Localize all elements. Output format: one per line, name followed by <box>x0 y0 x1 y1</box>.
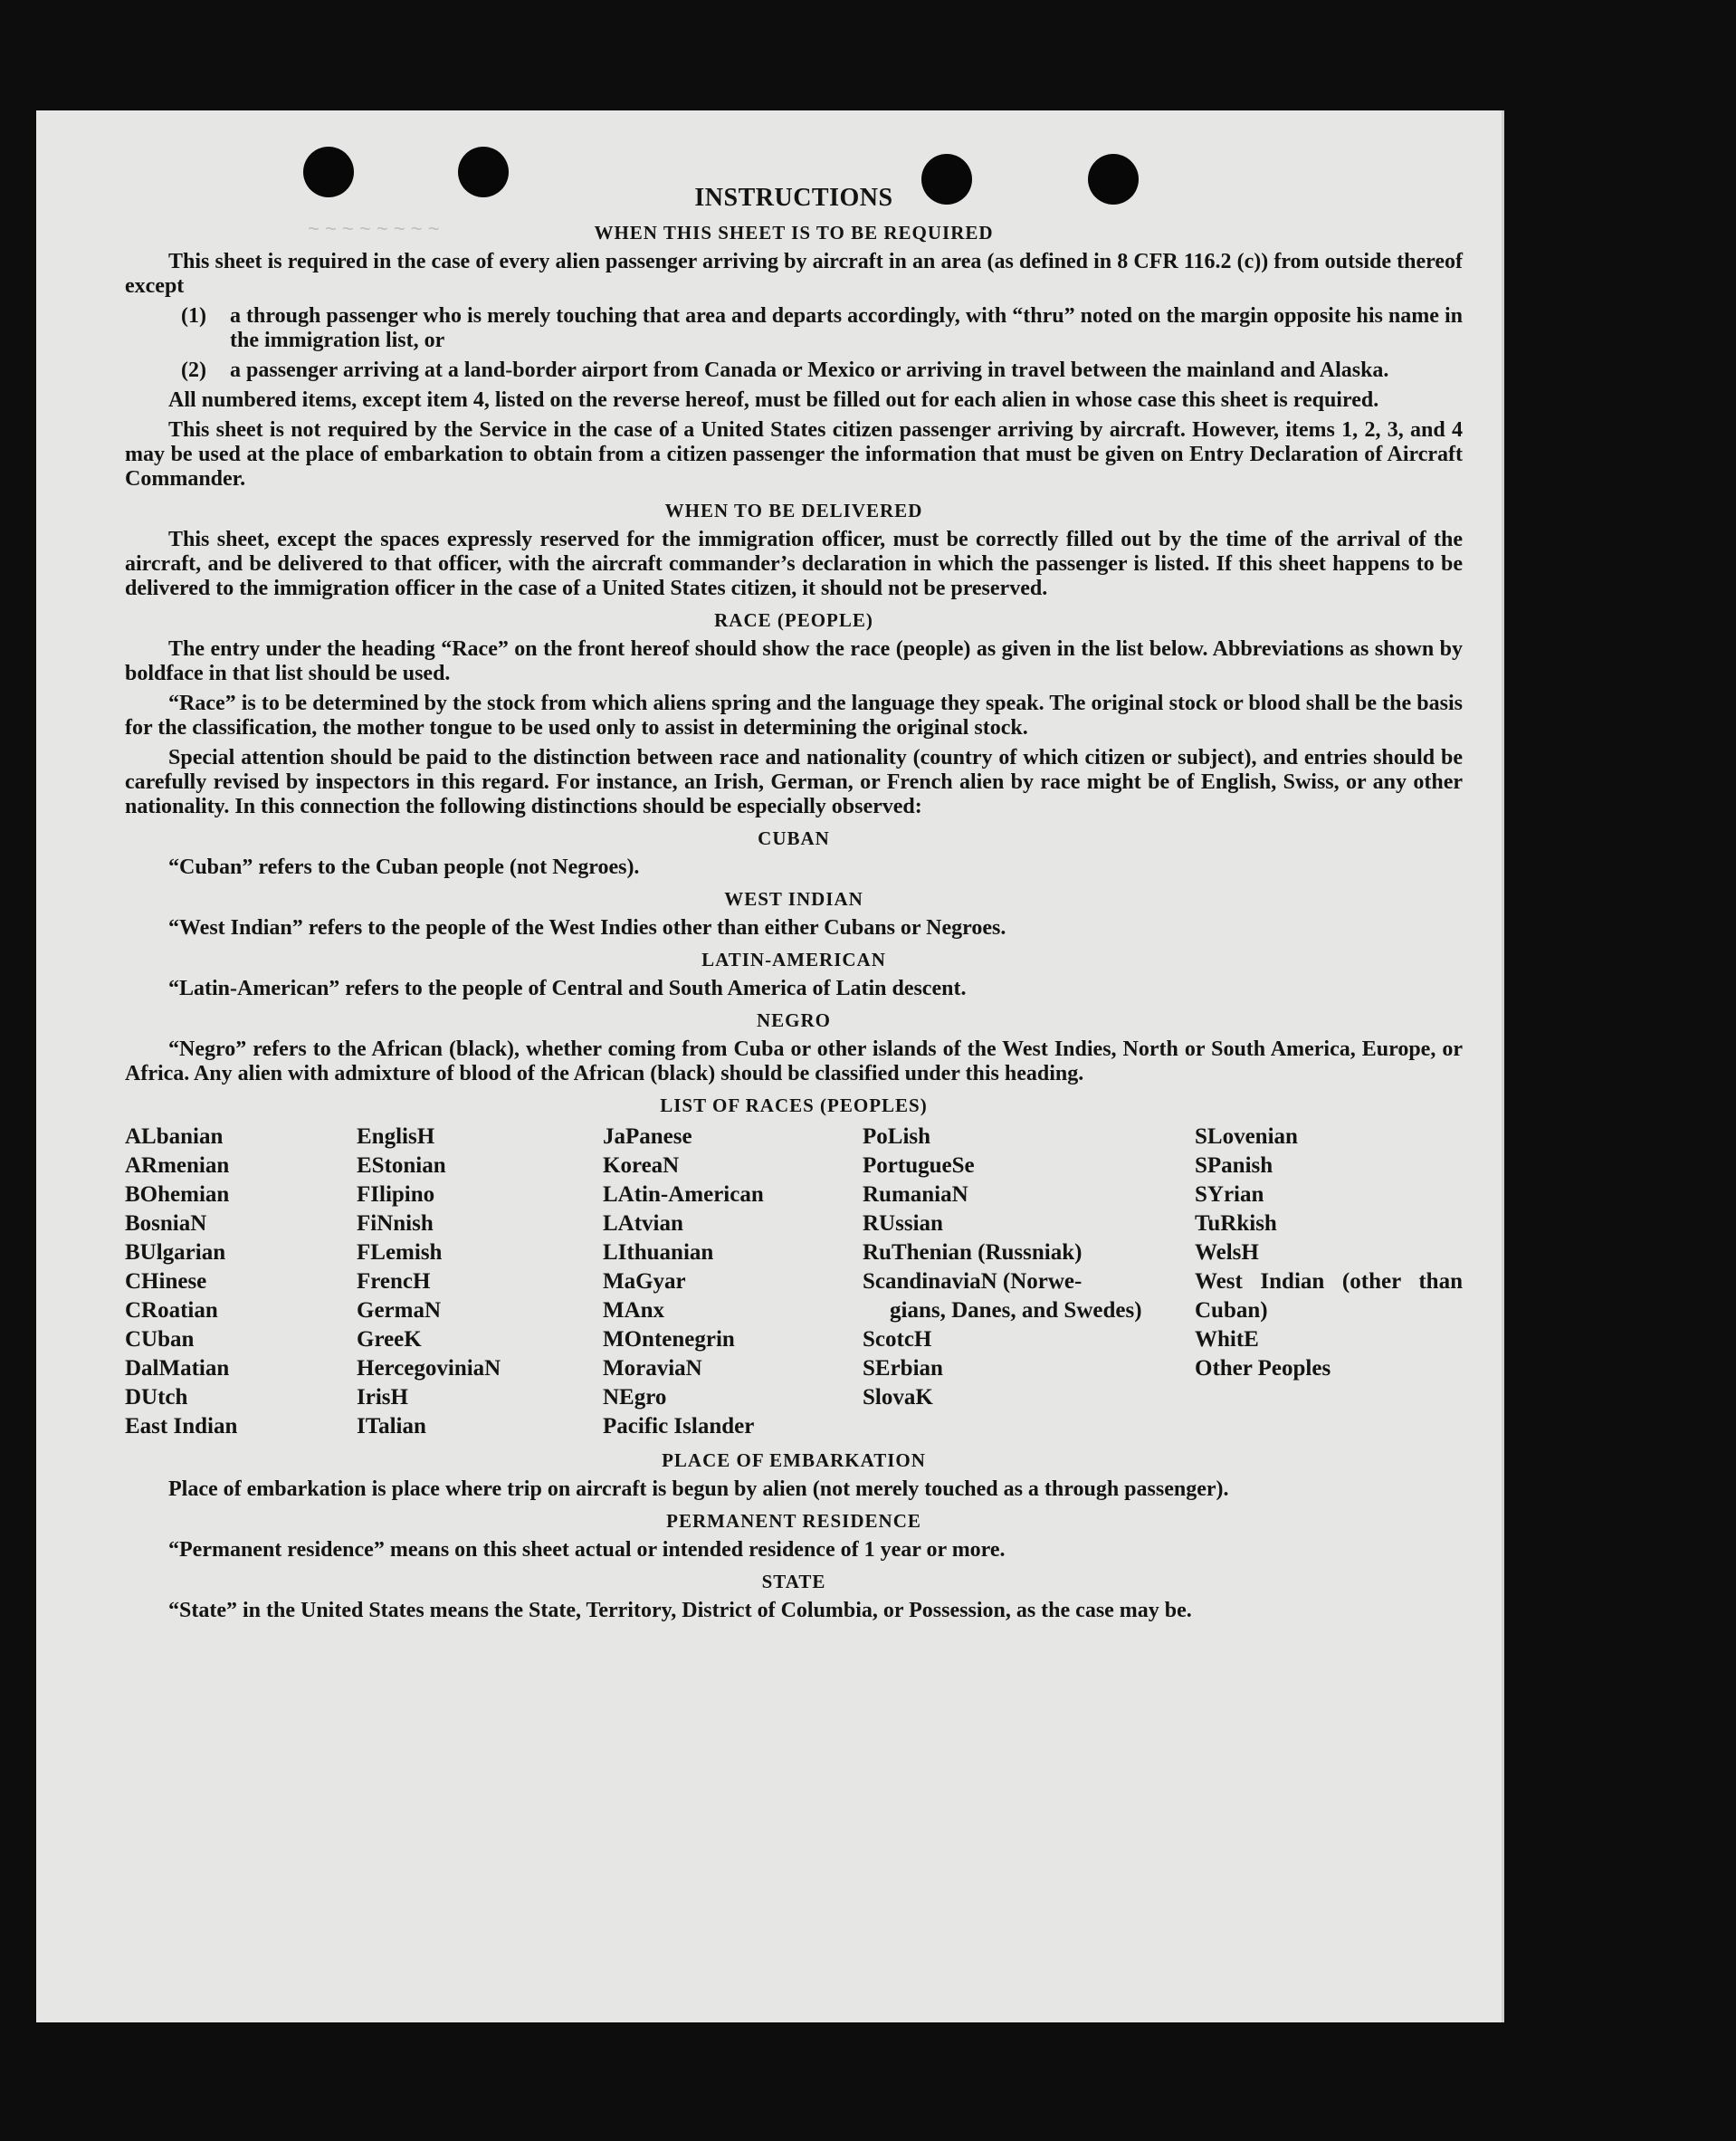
paragraph: This sheet is not required by the Service in the case of a United States citizen passenger arriving by aircraft. However, items 1, 2, 3, and 4 may be used at the place of embarkation to obtain from a citizen passenger the information that must be given on Entry Declaration of Aircraft Commander. <box>125 418 1463 491</box>
bleed-through-mark: ~ ~ ~ ~ ~ ~ ~ ~ <box>308 217 440 240</box>
race-entry: ScandinaviaN (Norwe- <box>863 1269 1083 1294</box>
race-entry: KoreaN <box>603 1153 680 1178</box>
race-entry: CUban <box>125 1327 195 1352</box>
section-heading: WHEN THIS SHEET IS TO BE REQUIRED <box>594 222 994 244</box>
section-heading: WHEN TO BE DELIVERED <box>664 500 923 521</box>
item-text: a through passenger who is merely touching that area and departs accordingly, with “thru” noted on the margin opposite his name in the immigration list, or <box>230 304 1463 352</box>
race-column <box>603 1123 863 1441</box>
section-heading: LATIN-AMERICAN <box>701 949 886 970</box>
section-heading: LIST OF RACES (PEOPLES) <box>660 1094 928 1116</box>
race-entry: gians, Danes, and Swedes) <box>890 1298 1142 1323</box>
race-entry: ITalian <box>357 1414 426 1438</box>
race-entry: CHinese <box>125 1269 207 1294</box>
race-entry: SErbian <box>863 1356 943 1381</box>
race-entry: IrisH <box>357 1385 408 1410</box>
race-column <box>125 1123 357 1441</box>
race-entry: HercegoviniaN <box>357 1356 501 1381</box>
race-entry: PoLish <box>863 1124 931 1149</box>
item-text: a passenger arriving at a land-border airport from Canada or Mexico or arriving in travel between the mainland and Alaska. <box>230 358 1389 382</box>
race-entry: SPanish <box>1195 1153 1273 1178</box>
race-entry: Pacific Islander <box>603 1414 755 1438</box>
paragraph: “Race” is to be determined by the stock from which aliens spring and the language they speak. The original stock or blood shall be the basis for the classification, the mother tongue to be used only to assist in determining the original stock. <box>125 692 1463 740</box>
section-heading: RACE (PEOPLE) <box>714 609 873 631</box>
paragraph: “Permanent residence” means on this sheet actual or intended residence of 1 year or more. <box>168 1538 1006 1562</box>
race-entry: FIlipino <box>357 1182 435 1207</box>
race-entry: MAnx <box>603 1298 665 1323</box>
race-entry: FrencH <box>357 1269 431 1294</box>
section-heading: WEST INDIAN <box>724 888 863 910</box>
race-entry: ARmenian <box>125 1153 230 1178</box>
race-entry: MoraviaN <box>603 1356 702 1381</box>
race-entry: EStonian <box>357 1153 446 1178</box>
race-entry: Other Peoples <box>1195 1356 1331 1381</box>
section-heading: PERMANENT RESIDENCE <box>666 1510 921 1532</box>
race-entry: East Indian <box>125 1414 238 1438</box>
race-column <box>1195 1123 1463 1441</box>
race-entry: BUlgarian <box>125 1240 226 1265</box>
section-heading: NEGRO <box>756 1009 831 1031</box>
race-column <box>863 1123 1195 1441</box>
paragraph: “Negro” refers to the African (black), whether coming from Cuba or other islands of the West Indies, North or South America, Europe, or Africa. Any alien with admixture of blood of the African (black) should be classified under this heading. <box>125 1037 1463 1085</box>
race-entry: BOhemian <box>125 1182 230 1207</box>
race-entry: FiNnish <box>357 1211 434 1236</box>
race-entry: PortugueSe <box>863 1153 975 1178</box>
paragraph: “West Indian” refers to the people of the West Indies other than either Cubans or Negroes. <box>168 916 1006 940</box>
race-entry: JaPanese <box>603 1124 692 1149</box>
race-entry: West Indian (other than Cuban) <box>1195 1269 1463 1323</box>
race-entry: SLovenian <box>1195 1124 1298 1149</box>
race-list <box>125 1123 1463 1441</box>
paragraph: “Cuban” refers to the Cuban people (not Negroes). <box>168 855 640 879</box>
paragraph: “State” in the United States means the State, Territory, District of Columbia, or Possession, as the case may be. <box>168 1599 1192 1622</box>
paragraph: “Latin-American” refers to the people of Central and South America of Latin descent. <box>168 977 967 1000</box>
race-entry: WelsH <box>1195 1240 1259 1265</box>
section-heading: CUBAN <box>758 827 830 849</box>
paragraph: The entry under the heading “Race” on the front hereof should show the race (people) as given in the list below. Abbreviations as shown by boldface in that list should be used. <box>125 637 1463 685</box>
race-entry: GreeK <box>357 1327 422 1352</box>
race-column <box>357 1123 603 1441</box>
race-entry: DUtch <box>125 1385 188 1410</box>
race-entry: RUssian <box>863 1211 943 1236</box>
race-entry: GermaN <box>357 1298 442 1323</box>
race-entry: TuRkish <box>1195 1211 1277 1236</box>
paragraph: This sheet, except the spaces expressly reserved for the immigration officer, must be correctly filled out by the time of the arrival of the aircraft, and be delivered to that officer, with the aircraft commander’s declaration in which the passenger is listed. If this sheet happens to be delivered to the immigration officer in the case of a United States citizen, it should not be preserved. <box>125 528 1463 600</box>
race-entry: SlovaK <box>863 1385 933 1410</box>
document-sheet <box>36 110 1504 2022</box>
race-entry: ScotcH <box>863 1327 932 1352</box>
race-entry: SYrian <box>1195 1182 1264 1207</box>
numbered-item <box>125 358 1463 383</box>
race-entry: LAtvian <box>603 1211 683 1236</box>
race-entry: DalMatian <box>125 1356 230 1381</box>
instructions-body <box>125 183 1463 1629</box>
race-entry: CRoatian <box>125 1298 218 1323</box>
race-entry: RuThenian (Russniak) <box>863 1240 1083 1265</box>
item-number: (2) <box>181 358 206 382</box>
race-entry: EnglisH <box>357 1124 435 1149</box>
section-heading: PLACE OF EMBARKATION <box>662 1449 926 1471</box>
paragraph: This sheet is required in the case of every alien passenger arriving by aircraft in an area (as defined in 8 CFR 116.2 (c)) from outside thereof except <box>125 250 1463 298</box>
race-entry: NEgro <box>603 1385 667 1410</box>
race-entry: BosniaN <box>125 1211 207 1236</box>
paragraph: All numbered items, except item 4, listed on the reverse hereof, must be filled out for each alien in whose case this sheet is required. <box>168 388 1379 412</box>
race-entry: WhitE <box>1195 1327 1259 1352</box>
section-heading: STATE <box>761 1571 826 1592</box>
race-entry: ALbanian <box>125 1124 224 1149</box>
item-number: (1) <box>181 304 206 328</box>
race-entry: LAtin-American <box>603 1182 764 1207</box>
race-entry: FLemish <box>357 1240 443 1265</box>
numbered-item <box>125 304 1463 353</box>
race-entry: RumaniaN <box>863 1182 968 1207</box>
paragraph: Special attention should be paid to the distinction between race and nationality (country of which citizen or subject), and entries should be carefully revised by inspectors in this regard. For instance, an Irish, German, or French alien by race might be of English, Swiss, or any other nationality. In this connection the following distinctions should be especially observed: <box>125 746 1463 818</box>
race-entry: LIthuanian <box>603 1240 714 1265</box>
race-entry: MOntenegrin <box>603 1327 735 1352</box>
paragraph: Place of embarkation is place where trip on aircraft is begun by alien (not merely touched as a through passenger). <box>168 1477 1229 1501</box>
race-entry: MaGyar <box>603 1269 686 1294</box>
page-title: INSTRUCTIONS <box>694 184 893 212</box>
